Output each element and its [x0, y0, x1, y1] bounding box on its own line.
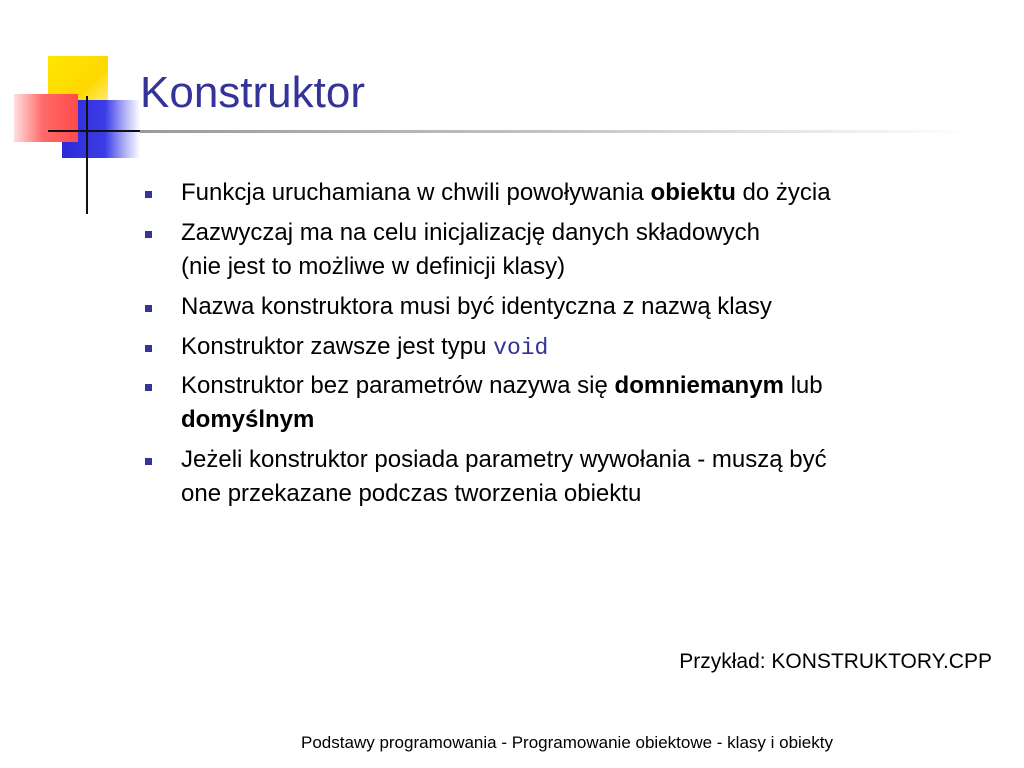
bullet-list	[140, 176, 980, 517]
slide-title: Konstruktor	[140, 68, 365, 117]
bullet-bold-text: domyślnym	[181, 406, 315, 433]
bullet-text: lub	[783, 372, 823, 399]
logo-vertical-line	[86, 96, 88, 214]
bullet-item	[140, 330, 980, 365]
example-reference: Przykład: KONSTRUKTORY.CPP	[679, 650, 992, 673]
bullet-text: one przekazane podczas tworzenia obiektu	[181, 480, 642, 507]
bullet-square-icon	[145, 305, 152, 312]
bullet-square-icon	[145, 345, 152, 352]
slide-footer: Podstawy programowania - Programowanie obiektowe - klasy i obiekty	[301, 733, 833, 752]
bullet-text: (nie jest to możliwe w definicji klasy)	[181, 253, 566, 280]
logo-horizontal-line	[48, 130, 148, 132]
bullet-text: Jeżeli konstruktor posiada parametry wywołania - muszą być	[181, 446, 827, 473]
bullet-text: Funkcja uruchamiana w chwili powoływania	[181, 179, 651, 206]
bullet-item	[140, 290, 980, 324]
bullet-square-icon	[145, 458, 152, 465]
bullet-square-icon	[145, 191, 152, 198]
bullet-item	[140, 216, 980, 284]
title-underline	[140, 130, 970, 133]
logo-red-square	[14, 94, 78, 142]
bullet-bold-text: domniemanym	[614, 372, 784, 399]
bullet-text: Konstruktor bez parametrów nazywa się	[181, 372, 615, 399]
code-keyword: void	[493, 335, 549, 361]
bullet-item	[140, 176, 980, 210]
bullet-item	[140, 443, 980, 511]
bullet-text: Konstruktor zawsze jest typu	[181, 333, 494, 360]
bullet-item	[140, 369, 980, 437]
bullet-square-icon	[145, 231, 152, 238]
bullet-text: do życia	[735, 179, 831, 206]
bullet-square-icon	[145, 384, 152, 391]
bullet-text: Zazwyczaj ma na celu inicjalizację danych składowych	[181, 219, 760, 246]
bullet-bold-text: obiektu	[650, 179, 736, 206]
bullet-text: Nazwa konstruktora musi być identyczna z nazwą klasy	[181, 293, 772, 320]
